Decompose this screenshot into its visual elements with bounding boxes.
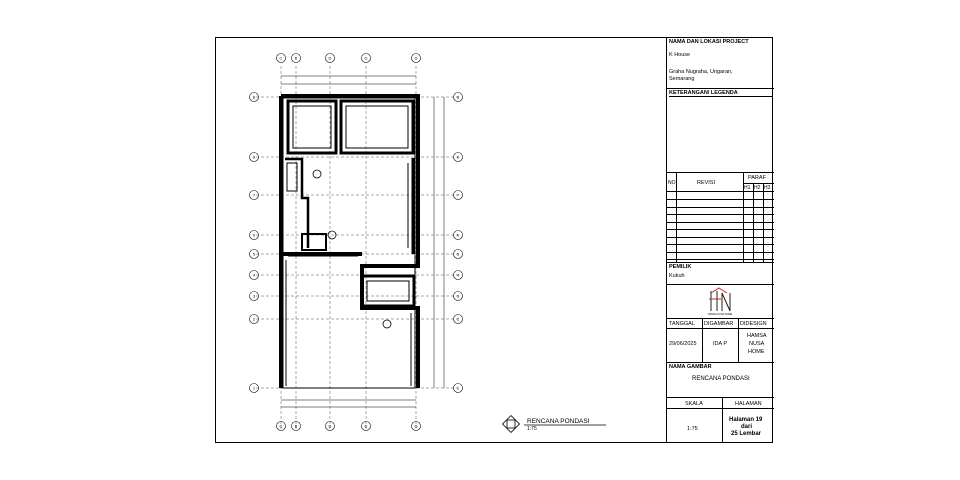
grid-bubble-left-label: 2 [252, 316, 256, 322]
grid-bubble-bottom-label: G [414, 423, 418, 429]
grid-bubble-left-label: 4 [252, 272, 256, 278]
drawing-name-header: NAMA GAMBAR [669, 364, 712, 370]
paraf-h2: H2 [754, 185, 761, 191]
scale-page-header-line [667, 408, 774, 409]
grid-bubble-left-label: 5 [252, 251, 256, 257]
company-logo [667, 285, 774, 319]
revision-section [667, 173, 774, 263]
logo-section [667, 285, 774, 319]
grid-bubble-left-label: 6 [252, 232, 256, 238]
grid-bubble-right-label: 3 [456, 293, 460, 299]
drawing-sheet [215, 37, 773, 443]
scale-header: SKALA [685, 401, 703, 407]
owner-name: Kukuh [669, 273, 685, 279]
grid-bubble-right-label: 8 [456, 154, 460, 160]
grid-bubble-bottom-label: C [279, 423, 283, 429]
grid-bubble-top-label: B [294, 55, 298, 61]
grid-bubble-left-label: 7 [252, 192, 256, 198]
owner-section [667, 263, 774, 285]
signoff-divider-2 [738, 319, 739, 363]
grid-bubble-bottom-label: B [294, 423, 298, 429]
scale-page-section [667, 398, 774, 442]
paraf-h1: H1 [744, 185, 751, 191]
rev-paraf-header: PARAF [748, 175, 766, 181]
legend-header: KETERANGAN/ LEGENDA [669, 90, 772, 97]
grid-bubble-right-label: 2 [456, 316, 460, 322]
revision-row [667, 229, 774, 230]
didesign-header: DIDESIGN [740, 321, 767, 327]
grid-bubble-left-label: 3 [252, 293, 256, 299]
rev-no-col [667, 173, 677, 263]
project-section [667, 38, 774, 89]
revision-row [667, 199, 774, 200]
didesign-value-1: HAMSA [747, 333, 767, 339]
signoff-header-line [667, 328, 774, 329]
plan-svg [216, 38, 666, 444]
drawing-name-section [667, 363, 774, 398]
grid-bubble-left-label: 8 [252, 154, 256, 160]
grid-bubble-top-label: D [328, 55, 332, 61]
rev-no-header: NO [668, 180, 676, 186]
revision-row [667, 252, 774, 253]
grid-bubble-right-label: 4 [456, 272, 460, 278]
page-line-3: 25 Lembar [731, 431, 762, 437]
didesign-value-2: NUSA [749, 341, 765, 347]
tanggal-header: TANGGAL [669, 321, 695, 327]
drawing-name-value: RENCANA PONDASI [692, 376, 750, 382]
signoff-section [667, 319, 774, 363]
revision-row [667, 222, 774, 223]
didesign-value-3: HOME [748, 349, 765, 355]
grid-bubble-top-label: C [279, 55, 283, 61]
grid-bubble-right-label: 8 [456, 94, 460, 100]
plan-scale: 1:75 [527, 426, 537, 432]
digambar-value: IDA P [713, 341, 728, 347]
grid-bubble-right-label: 7 [456, 192, 460, 198]
grid-bubble-left-label: 8 [252, 94, 256, 100]
grid-bubble-right-label: 5 [456, 251, 460, 257]
page-line-2: dari [741, 424, 753, 430]
svg-text:HAMSA NUSA HOME: HAMSA NUSA HOME [707, 313, 733, 316]
project-name: K House [669, 52, 691, 58]
digambar-header: DIGAMBAR [704, 321, 734, 327]
grid-bubble-bottom-label: D [328, 423, 332, 429]
grid-bubble-right-label: 6 [456, 232, 460, 238]
grid-bubble-top-label: G [414, 55, 418, 61]
revision-row [667, 214, 774, 215]
grid-bubble-right-label: 1 [456, 385, 460, 391]
foundation-walls [281, 96, 418, 388]
owner-header: PEMILIK [669, 264, 692, 270]
page-header: HALAMAN [735, 401, 762, 407]
plan-title: RENCANA PONDASI [527, 418, 590, 425]
grid-bubble-bottom-label: D [364, 423, 368, 429]
tanggal-value: 29/06/2025 [669, 341, 697, 347]
paraf-split [743, 183, 774, 184]
grid-bubble-top-label: D [364, 55, 368, 61]
foundation-plan-drawing [216, 38, 666, 444]
scale-page-divider [722, 398, 723, 442]
revision-row [667, 207, 774, 208]
project-header: NAMA DAN LOKASI PROJECT [669, 39, 749, 45]
rev-header-bottom [667, 191, 774, 192]
legend-section [667, 89, 774, 173]
scale-value: 1:75 [687, 426, 698, 432]
revision-row [667, 259, 774, 260]
title-block [666, 38, 774, 442]
project-address-2: Semarang [669, 76, 695, 82]
project-address-1: Graha Nugraha, Ungaran, [669, 69, 733, 75]
paraf-h3: H3 [764, 185, 771, 191]
page-line-1: Halaman 19 [729, 417, 763, 423]
rev-revisi-header: REVISI [697, 180, 716, 186]
revision-row [667, 244, 774, 245]
signoff-divider-1 [702, 319, 703, 363]
revision-row [667, 237, 774, 238]
grid-bubble-left-label: 1 [252, 385, 256, 391]
